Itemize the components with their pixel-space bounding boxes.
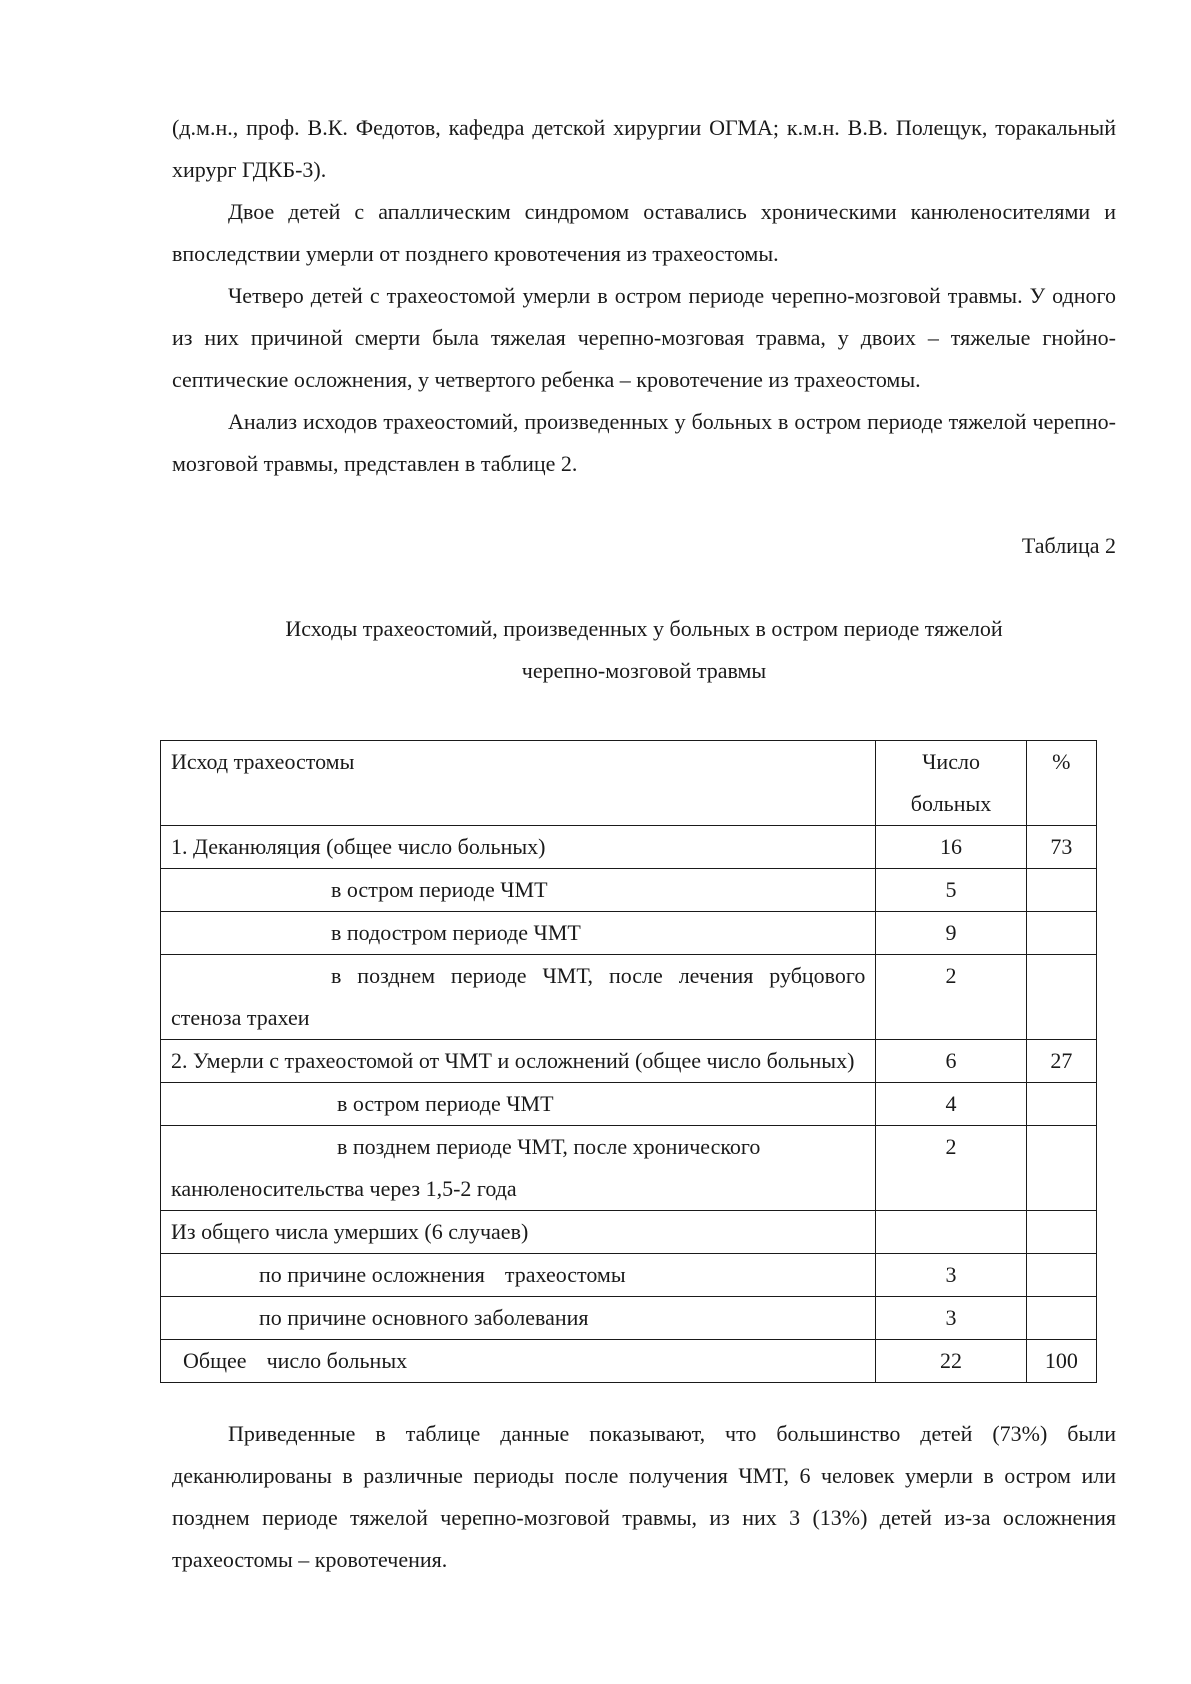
row-percent [1026, 1211, 1096, 1254]
table-row [161, 1083, 1097, 1126]
paragraph-conclusion: Приведенные в таблице данные показывают, что большинство детей (73%) были деканюлированы в различные периоды после получения ЧМТ, 6 человек умерли в остром или позднем периоде тяжелой черепно-мозговой травмы, из них 3 (13%) детей из-за осложнения трахеостомы – кровотечения. [172, 1421, 1116, 1572]
table-row [161, 1211, 1097, 1254]
row-count: 4 [876, 1083, 1026, 1126]
row-label: 1. Деканюляция (общее число больных) [161, 826, 876, 869]
outcomes-table [160, 740, 1097, 1383]
row-label [161, 1340, 876, 1383]
table-row [161, 1254, 1097, 1297]
row-label: в подостром периоде ЧМТ [161, 912, 876, 955]
table-title-line-2: черепно-мозговой травмы [521, 658, 767, 683]
table-row [161, 912, 1097, 955]
paragraph-deaths-acute-period: Четверо детей с трахеостомой умерли в остром периоде черепно-мозговой травмы. У одного из них причиной смерти была тяжелая черепно-мозговая травма, у двоих – тяжелые гнойно-септические осложнения, у четвертого ребенка – кровотечение из трахеостомы. [172, 283, 1116, 392]
table-row [161, 869, 1097, 912]
header-outcome: Исход трахеостомы [161, 741, 876, 826]
row-label: в позднем периоде ЧМТ, после лечения рубцового стеноза трахеи [161, 955, 876, 1040]
table-row [161, 1297, 1097, 1340]
row-label: по причине основного заболевания [161, 1297, 876, 1340]
row-label-part: Общее [183, 1348, 247, 1373]
row-count: 16 [876, 826, 1026, 869]
row-percent: 27 [1026, 1040, 1096, 1083]
row-percent [1026, 1297, 1096, 1340]
table-row [161, 1040, 1097, 1083]
table-row [161, 1126, 1097, 1211]
row-percent [1026, 869, 1096, 912]
closing-section [172, 1413, 1116, 1581]
row-count: 5 [876, 869, 1026, 912]
row-count: 22 [876, 1340, 1026, 1383]
row-percent: 73 [1026, 826, 1096, 869]
row-count [876, 1211, 1026, 1254]
header-count: Число больных [876, 741, 1026, 826]
header-percent: % [1026, 741, 1096, 826]
row-label-part: по причине осложнения [259, 1262, 485, 1287]
table-header-row [161, 741, 1097, 826]
row-label: 2. Умерли с трахеостомой от ЧМТ и осложнений (общее число больных) [161, 1040, 876, 1083]
row-count: 6 [876, 1040, 1026, 1083]
row-count: 3 [876, 1254, 1026, 1297]
paragraph-apallic-syndrome: Двое детей с апаллическим синдромом оставались хроническими канюленосителями и впоследствии умерли от позднего кровотечения из трахеостомы. [172, 199, 1116, 266]
paragraph-affiliation: (д.м.н., проф. В.К. Федотов, кафедра детской хирургии ОГМА; к.м.н. В.В. Полещук, торакальный хирург ГДКБ-3). [172, 115, 1116, 182]
row-percent [1026, 912, 1096, 955]
row-label-part: число больных [266, 1348, 408, 1373]
row-label: Из общего числа умерших (6 случаев) [161, 1211, 876, 1254]
row-count: 2 [876, 955, 1026, 1040]
row-label: в остром периоде ЧМТ [161, 869, 876, 912]
row-percent [1026, 1126, 1096, 1211]
row-count: 9 [876, 912, 1026, 955]
row-label [161, 1254, 876, 1297]
table-label: Таблица 2 [1021, 533, 1116, 558]
row-count: 3 [876, 1297, 1026, 1340]
row-label-part: трахеостомы [504, 1262, 626, 1287]
table-row [161, 826, 1097, 869]
row-label: в остром периоде ЧМТ [161, 1083, 876, 1126]
row-percent: 100 [1026, 1340, 1096, 1383]
table-row [161, 955, 1097, 1040]
row-percent [1026, 1254, 1096, 1297]
row-percent [1026, 1083, 1096, 1126]
row-count: 2 [876, 1126, 1026, 1211]
table-title-line-1: Исходы трахеостомий, произведенных у больных в остром периоде тяжелой [285, 616, 1003, 641]
row-label: в позднем периоде ЧМТ, после хронического канюленосительства через 1,5-2 года [161, 1126, 876, 1211]
intro-section [172, 107, 1116, 485]
table-title [172, 608, 1116, 692]
paragraph-analysis-intro: Анализ исходов трахеостомий, произведенных у больных в остром периоде тяжелой черепно-мозговой травмы, представлен в таблице 2. [172, 409, 1116, 476]
row-percent [1026, 955, 1096, 1040]
table-total-row [161, 1340, 1097, 1383]
